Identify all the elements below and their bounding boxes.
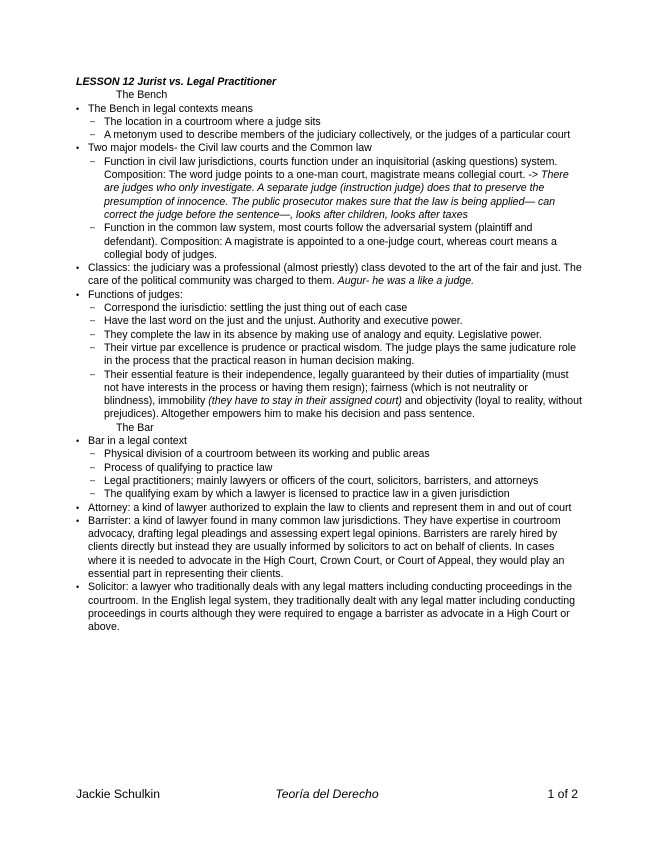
list-item: • Attorney: a kind of lawyer authorized to explain the law to clients and represent them in and out of court — [76, 501, 572, 514]
sub-list-item: ‒ A metonym used to describe members of the judiciary collectively, or the judges of a particular court — [90, 129, 571, 142]
bullet-icon: • — [76, 143, 80, 154]
bullet-icon: • — [76, 436, 80, 447]
italic-note: Augur- he was a like a judge. — [337, 275, 475, 288]
bullet-icon: • — [76, 582, 80, 593]
section-heading-bench: The Bench — [116, 89, 168, 102]
sub-list-item: ‒ Function in civil law jurisdictions, courts function under an inquisitorial (asking questions) system. Composition: The word judge points to a one-man court, magistrate means collegial court. -> There are judges who only investigate. A separate judge (instruction judge) does that to preserve the presumption of innocence. The public prosecutor makes sure that the law is being applied— can correct the judge before the sentence—, looks after children, looks after taxes — [90, 155, 569, 221]
sub-list-item: ‒ Their essential feature is their independence, legally guaranteed by their duties of impartiality (must not have interests in the process or having them resign); fairness (which is not neutrality or blindness), immobility (they have to stay in their assigned court) and objectivity (loyal to reality, without prejudices). Altogether empowers him to make his decision and pass sentence. — [90, 368, 582, 421]
sub-list-item: ‒ Correspond the iurisdictio: settling the just thing out of each case — [90, 302, 408, 315]
list-item: • Classics: the judiciary was a professional (almost priestly) class devoted to the art of the fair and just. The care of the political community was charged to them. Augur- he was a like a judge. — [76, 262, 582, 288]
dash-bullet-icon: ‒ — [90, 328, 95, 339]
dash-bullet-icon: ‒ — [90, 368, 95, 379]
lesson-title: LESSON 12 Jurist vs. Legal Practitioner — [76, 76, 277, 88]
document-body — [76, 76, 582, 634]
dash-bullet-icon: ‒ — [90, 155, 95, 166]
dash-bullet-icon: ‒ — [90, 448, 95, 459]
footer-course: Teoría del Derecho — [275, 787, 379, 801]
dash-bullet-icon: ‒ — [90, 129, 95, 140]
sub-list-item: ‒ The qualifying exam by which a lawyer is licensed to practice law in a given jurisdiction — [90, 488, 510, 501]
bullet-icon: • — [76, 502, 80, 513]
italic-note: (they have to stay in their assigned court) — [208, 395, 402, 408]
bullet-icon: • — [76, 289, 80, 300]
sub-list-item: ‒ They complete the law in its absence by making use of analogy and equity. Legislative power. — [90, 328, 542, 341]
list-item: • Bar in a legal context — [76, 435, 187, 448]
dash-bullet-icon: ‒ — [90, 222, 95, 233]
sub-list-item: ‒ Physical division of a courtroom between its working and public areas — [90, 448, 430, 461]
dash-bullet-icon: ‒ — [90, 302, 95, 313]
sub-list-item: ‒ Their virtue par excellence is prudence or practical wisdom. The judge plays the same judicature role in the process that the practical reason in human decision making. — [90, 341, 577, 368]
dash-bullet-icon: ‒ — [90, 115, 95, 126]
italic-note: There are judges who only investigate. A separate judge (instruction judge) does that to preserve the presumption of innocence. The public prosecutor makes sure that the law is being applied— can correct the judge before the sentence—, looks after children, looks after taxes — [104, 169, 569, 221]
dash-bullet-icon: ‒ — [90, 315, 95, 326]
dash-bullet-icon: ‒ — [90, 474, 95, 485]
footer-page-number: 1 of 2 — [547, 787, 578, 801]
dash-bullet-icon: ‒ — [90, 461, 95, 472]
page-footer — [76, 788, 578, 804]
bar-list — [76, 435, 582, 634]
bullet-icon: • — [76, 263, 80, 274]
list-item: • The Bench in legal contexts means — [76, 102, 253, 115]
footer-author: Jackie Schulkin — [76, 787, 160, 801]
list-item: • Functions of judges: — [76, 288, 183, 301]
sub-list-item: ‒ Function in the common law system, most courts follow the adversarial system (plaintiff and defendant). Composition: A magistrate is appointed to a one-judge court, whereas court means a collegial body of judges. — [90, 222, 557, 261]
list-item: • Two major models- the Civil law courts and the Common law — [76, 142, 372, 155]
list-item: • Barrister: a kind of lawyer found in many common law jurisdictions. They have expertise in courtroom advocacy, drafting legal pleadings and assessing expert legal opinions. Barristers are rarely hired by clients directly but instead they are usually informed by solicitors to act on behalf of clients. In cases where it is needed to advocate in the High Court, Crown Court, or Court of Appeal, they would play an essential part in representing their clients. — [76, 514, 565, 580]
sub-list-item: ‒ Legal practitioners; mainly lawyers or officers of the court, solicitors, barristers, and attorneys — [90, 474, 539, 487]
list-item: • Solicitor: a lawyer who traditionally deals with any legal matters including conducting proceedings in the courtroom. In the English legal system, they traditionally dealt with any legal matter including conducting proceedings in courts although they were required to engage a barrister as advocate in a High Court or above. — [76, 581, 575, 634]
sub-list-item: ‒ Have the last word on the just and the unjust. Authority and executive power. — [90, 315, 463, 328]
section-heading-bar: The Bar — [116, 421, 154, 434]
dash-bullet-icon: ‒ — [90, 488, 95, 499]
sub-list-item: ‒ The location in a courtroom where a judge sits — [90, 115, 321, 128]
sub-list-item: ‒ Process of qualifying to practice law — [90, 461, 273, 474]
dash-bullet-icon: ‒ — [90, 341, 95, 352]
bench-list — [76, 103, 582, 422]
bullet-icon: • — [76, 515, 80, 526]
bullet-icon: • — [76, 103, 80, 114]
